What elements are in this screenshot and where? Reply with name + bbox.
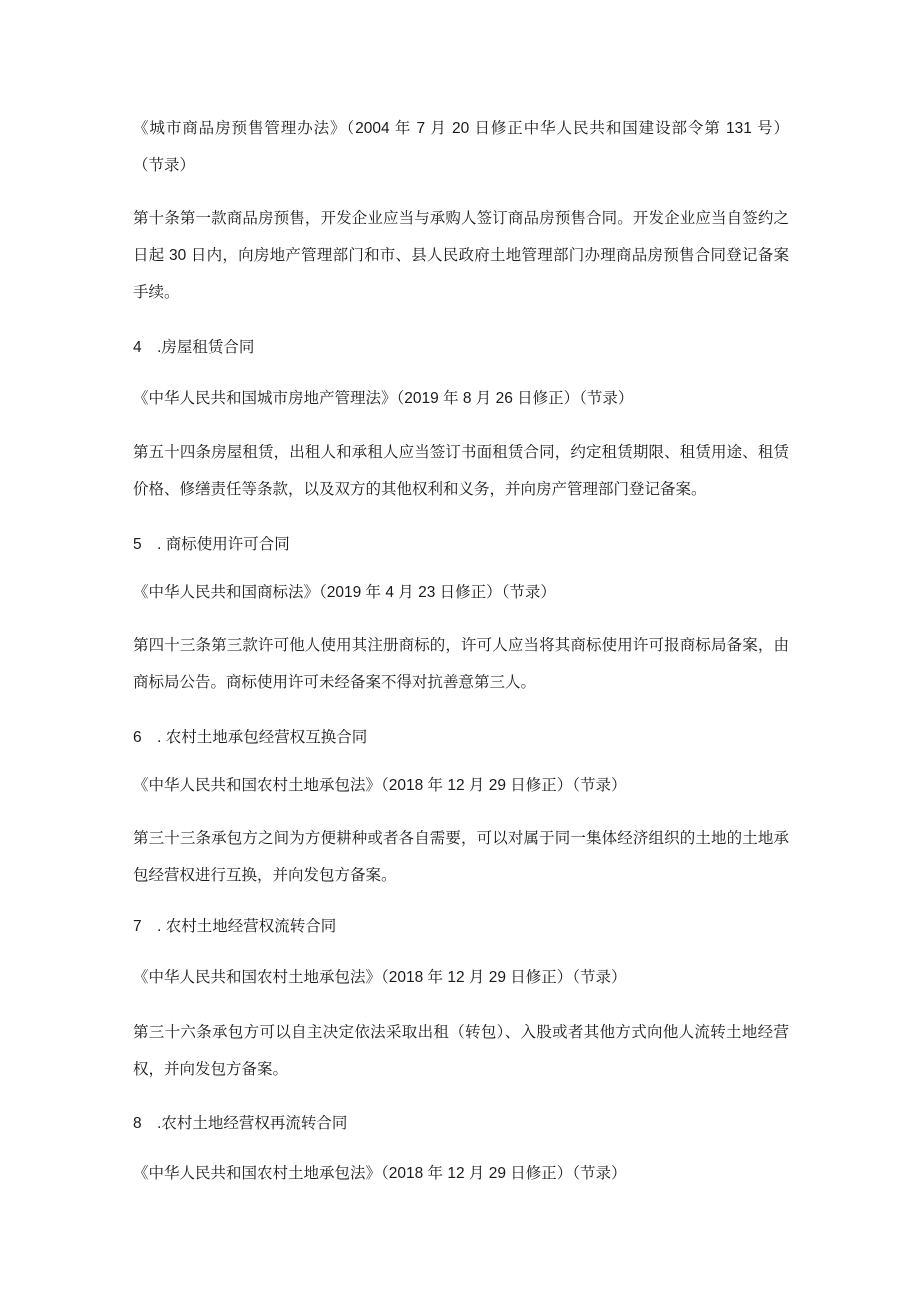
text-line: 第四十三条第三款许可他人使用其注册商标的，许可人应当将其商标使用许可报商标局备案，由 [133,637,789,654]
text-line: 《中华人民共和国城市房地产管理法》（2019 年 8 月 26 日修正）（节录） [133,390,634,407]
text-line: 5 . 商标使用许可合同 [133,536,290,553]
section-heading [133,719,789,756]
text-line: 包经营权进行互换，并向发包方备案。 [133,867,397,884]
law-citation [133,1155,789,1192]
text-line: 第五十四条房屋租赁，出租人和承租人应当签订书面租赁合同，约定租赁期限、租赁用途、租赁 [133,444,789,461]
article-paragraph [133,820,789,894]
text-line: 《中华人民共和国商标法》（2019 年 4 月 23 日修正）（节录） [133,584,556,601]
law-citation [133,574,789,611]
text-line: 价格、修缮责任等条款，以及双方的其他权利和义务，并向房产管理部门登记备案。 [133,481,707,498]
text-line: 手续。 [133,284,180,301]
text-line: 《中华人民共和国农村土地承包法》（2018 年 12 月 29 日修正）（节录） [133,969,627,986]
text-line: 《中华人民共和国农村土地承包法》（2018 年 12 月 29 日修正）（节录） [133,777,627,794]
article-paragraph [133,200,789,311]
text-line: 6 . 农村土地承包经营权互换合同 [133,729,368,746]
text-line: 8 .农村土地经营权再流转合同 [133,1115,348,1132]
text-line: 权，并向发包方备案。 [133,1061,289,1078]
text-line: 7 . 农村土地经营权流转合同 [133,918,337,935]
text-line: 日起 30 日内，向房地产管理部门和市、县人民政府土地管理部门办理商品房预售合同登记备案 [133,247,789,264]
law-citation [133,959,789,996]
text-line: 《中华人民共和国农村土地承包法》（2018 年 12 月 29 日修正）（节录） [133,1165,627,1182]
text-line: 4 .房屋租赁合同 [133,339,255,356]
text-line: 商标局公告。商标使用许可未经备案不得对抗善意第三人。 [133,674,537,691]
article-paragraph [133,627,789,701]
section-heading [133,526,789,563]
law-citation [133,110,789,184]
section-heading [133,908,789,945]
text-line: 《城市商品房预售管理办法》（2004 年 7 月 20 日修正中华人民共和国建设部令第 131 号） [133,120,789,137]
article-paragraph [133,1014,789,1088]
law-citation [133,767,789,804]
text-line: 第三十三条承包方之间为方便耕种或者各自需要，可以对属于同一集体经济组织的土地的土地承 [133,830,789,847]
section-heading [133,1105,789,1142]
law-citation [133,380,789,417]
article-paragraph [133,434,789,508]
text-line: （节录） [133,157,196,174]
section-heading [133,329,789,366]
text-line: 第三十六条承包方可以自主决定依法采取出租（转包）、入股或者其他方式向他人流转土地经营 [133,1024,789,1041]
text-line: 第十条第一款商品房预售，开发企业应当与承购人签订商品房预售合同。开发企业应当自签约之 [133,210,789,227]
